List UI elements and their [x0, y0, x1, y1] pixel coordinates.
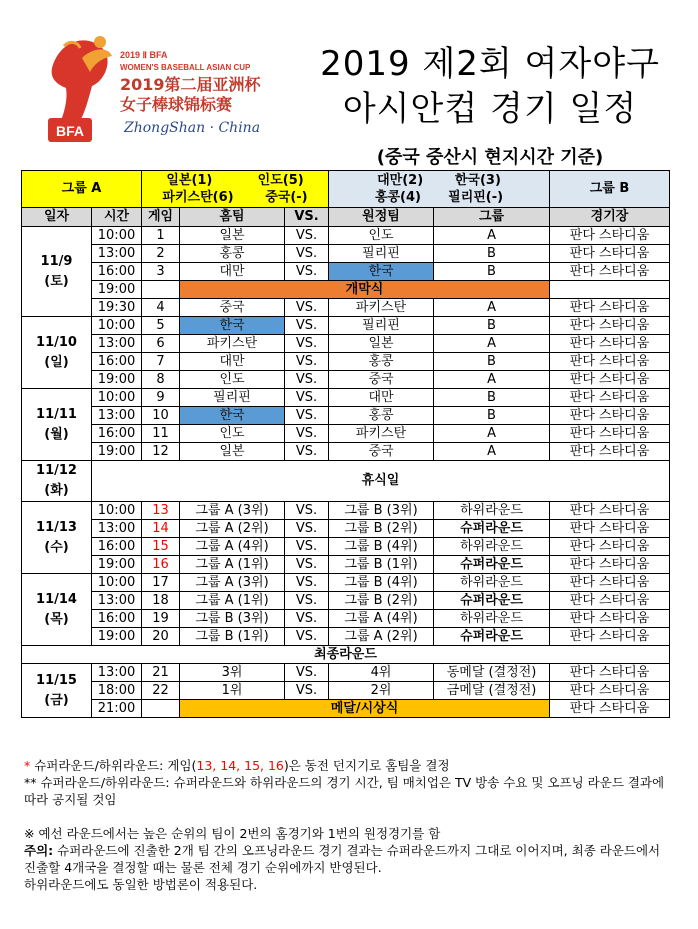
- time-cell: 19:00: [92, 443, 142, 461]
- venue-cell: 판다 스타디움: [550, 353, 670, 371]
- table-row: [22, 502, 670, 520]
- title-line-2: 아시안컵 경기 일정: [342, 89, 638, 129]
- table-row: [22, 425, 670, 443]
- group-cell: 하위라운드: [434, 574, 550, 592]
- vs-cell: VS.: [285, 317, 329, 335]
- vs-cell: VS.: [285, 556, 329, 574]
- home-team-cell: 파키스탄: [180, 335, 285, 353]
- time-cell: 16:00: [92, 353, 142, 371]
- time-cell: 19:00: [92, 281, 142, 299]
- table-row: [22, 389, 670, 407]
- note-caution-label: 주의:: [24, 843, 54, 858]
- group-cell: A: [434, 335, 550, 353]
- time-cell: 13:00: [92, 245, 142, 263]
- away-team-cell: 홍콩: [329, 407, 434, 425]
- vs-cell: VS.: [285, 371, 329, 389]
- venue-cell: 판다 스타디움: [550, 317, 670, 335]
- date-cell: 11/15 (금): [22, 664, 92, 718]
- home-team-cell: 그룹 A (2위): [180, 520, 285, 538]
- venue-cell: 판다 스타디움: [550, 299, 670, 317]
- group-cell: 동메달 (결정전): [434, 664, 550, 682]
- home-team-cell: 1위: [180, 682, 285, 700]
- vs-cell: VS.: [285, 389, 329, 407]
- game-cell: 9: [142, 389, 180, 407]
- group-cell: B: [434, 353, 550, 371]
- vs-cell: VS.: [285, 227, 329, 245]
- date-cell: 11/9 (토): [22, 227, 92, 317]
- venue-cell: 판다 스타디움: [550, 538, 670, 556]
- game-cell: 20: [142, 628, 180, 646]
- away-team-cell: 한국: [329, 263, 434, 281]
- away-team-cell: 대만: [329, 389, 434, 407]
- title-line-1: 2019 제2회 여자야구: [320, 44, 660, 84]
- event-cell: 메달/시상식: [180, 700, 550, 718]
- venue-cell: 판다 스타디움: [550, 245, 670, 263]
- group-cell: 슈퍼라운드: [434, 520, 550, 538]
- column-header: 홈팀: [180, 208, 285, 227]
- away-team-cell: 그룹 B (2위): [329, 520, 434, 538]
- away-team-cell: 그룹 B (1위): [329, 556, 434, 574]
- group-cell: A: [434, 371, 550, 389]
- home-team-cell: 인도: [180, 425, 285, 443]
- game-cell: 8: [142, 371, 180, 389]
- game-cell: 11: [142, 425, 180, 443]
- home-team-cell: 그룹 A (3위): [180, 502, 285, 520]
- date-cell: 11/11 (월): [22, 389, 92, 461]
- time-cell: 13:00: [92, 520, 142, 538]
- table-row: [22, 299, 670, 317]
- table-row: [22, 592, 670, 610]
- away-team-cell: 필리핀: [329, 317, 434, 335]
- away-team-cell: 그룹 B (4위): [329, 538, 434, 556]
- note-caution-text: 슈퍼라운드에 진출한 2개 팀 간의 오프닝라운드 경기 결과는 슈퍼라운드까지 그대로 이어지며, 최종 라운드에서 진출할 4개국을 결정할 때는 물론 전체 경기 순위에까지 반영된다.: [24, 843, 661, 875]
- venue-cell: 판다 스타디움: [550, 502, 670, 520]
- group-cell: 하위라운드: [434, 502, 550, 520]
- group-cell: B: [434, 407, 550, 425]
- vs-cell: VS.: [285, 628, 329, 646]
- group-a-teams: [142, 171, 329, 208]
- venue-cell: 판다 스타디움: [550, 407, 670, 425]
- time-cell: 13:00: [92, 407, 142, 425]
- venue-cell: 판다 스타디움: [550, 443, 670, 461]
- home-team-cell: 홍콩: [180, 245, 285, 263]
- away-team-cell: 파키스탄: [329, 299, 434, 317]
- game-cell: 19: [142, 610, 180, 628]
- home-team-cell: 일본: [180, 443, 285, 461]
- schedule-table: [21, 170, 670, 718]
- logo-line-5: ZhongShan · China: [124, 120, 261, 136]
- table-row: [22, 700, 670, 718]
- away-team-cell: 필리핀: [329, 245, 434, 263]
- away-team-cell: 그룹 B (2위): [329, 592, 434, 610]
- note-1-text-a: 슈퍼라운드/하위라운드: 게임(: [30, 758, 197, 773]
- group-cell: 금메달 (결정전): [434, 682, 550, 700]
- home-team-cell: 대만: [180, 353, 285, 371]
- home-team-cell: 일본: [180, 227, 285, 245]
- vs-cell: VS.: [285, 407, 329, 425]
- away-team-cell: 그룹 B (3위): [329, 502, 434, 520]
- away-team-cell: 그룹 B (4위): [329, 574, 434, 592]
- game-cell: 7: [142, 353, 180, 371]
- page-title: [310, 42, 670, 132]
- note-star: *: [24, 758, 31, 773]
- table-row: [22, 281, 670, 299]
- time-cell: 21:00: [92, 700, 142, 718]
- home-team-cell: 3위: [180, 664, 285, 682]
- time-cell: 13:00: [92, 592, 142, 610]
- game-cell: 6: [142, 335, 180, 353]
- group-cell: 슈퍼라운드: [434, 628, 550, 646]
- group-cell: B: [434, 245, 550, 263]
- time-cell: 19:00: [92, 556, 142, 574]
- venue-cell: 판다 스타디움: [550, 700, 670, 718]
- vs-cell: VS.: [285, 443, 329, 461]
- home-team-cell: 그룹 B (3위): [180, 610, 285, 628]
- venue-cell: [550, 281, 670, 299]
- game-cell: [142, 700, 180, 718]
- game-cell: [142, 281, 180, 299]
- venue-cell: 판다 스타디움: [550, 592, 670, 610]
- table-row: [22, 245, 670, 263]
- game-cell: 1: [142, 227, 180, 245]
- venue-cell: 판다 스타디움: [550, 610, 670, 628]
- game-cell: 5: [142, 317, 180, 335]
- venue-cell: 판다 스타디움: [550, 389, 670, 407]
- game-cell: 17: [142, 574, 180, 592]
- home-team-cell: 중국: [180, 299, 285, 317]
- column-header: 일자: [22, 208, 92, 227]
- table-row: [22, 335, 670, 353]
- time-cell: 10:00: [92, 317, 142, 335]
- column-header-row: [22, 208, 670, 227]
- away-team-cell: 일본: [329, 335, 434, 353]
- column-header: 그룹: [434, 208, 550, 227]
- time-cell: 18:00: [92, 682, 142, 700]
- table-row: [22, 227, 670, 245]
- venue-cell: 판다 스타디움: [550, 425, 670, 443]
- away-team-cell: 인도: [329, 227, 434, 245]
- game-cell: 15: [142, 538, 180, 556]
- venue-cell: 판다 스타디움: [550, 574, 670, 592]
- venue-cell: 판다 스타디움: [550, 628, 670, 646]
- venue-cell: 판다 스타디움: [550, 682, 670, 700]
- group-b-teams-row2: 홍콩(4) 필리핀(-): [374, 190, 504, 205]
- away-team-cell: 그룹 A (2위): [329, 628, 434, 646]
- game-cell: 3: [142, 263, 180, 281]
- group-b-label: 그룹 B: [550, 171, 670, 208]
- group-cell: 하위라운드: [434, 610, 550, 628]
- table-row: [22, 443, 670, 461]
- vs-cell: VS.: [285, 263, 329, 281]
- time-cell: 19:00: [92, 371, 142, 389]
- column-header: 원정팀: [329, 208, 434, 227]
- table-row: [22, 371, 670, 389]
- away-team-cell: 4위: [329, 664, 434, 682]
- game-cell: 4: [142, 299, 180, 317]
- group-cell: 슈퍼라운드: [434, 556, 550, 574]
- section-label: 최종라운드: [22, 646, 670, 664]
- bfa-event-logo: [42, 28, 302, 148]
- venue-cell: 판다 스타디움: [550, 335, 670, 353]
- note-1-games: 13, 14, 15, 16: [196, 758, 284, 773]
- game-cell: 2: [142, 245, 180, 263]
- table-row: [22, 664, 670, 682]
- time-cell: 16:00: [92, 538, 142, 556]
- table-row: [22, 520, 670, 538]
- logo-line-1: 2019 Ⅱ BFA: [120, 50, 168, 60]
- column-header: 게임: [142, 208, 180, 227]
- note-lower-round: 하위라운드에도 동일한 방법론이 적용된다.: [24, 877, 258, 892]
- away-team-cell: 그룹 A (4위): [329, 610, 434, 628]
- venue-cell: 판다 스타디움: [550, 263, 670, 281]
- vs-cell: VS.: [285, 425, 329, 443]
- time-cell: 10:00: [92, 502, 142, 520]
- table-row: [22, 353, 670, 371]
- time-cell: 10:00: [92, 227, 142, 245]
- group-cell: A: [434, 227, 550, 245]
- venue-cell: 판다 스타디움: [550, 520, 670, 538]
- rest-day-row: [22, 461, 670, 502]
- time-cell: 19:00: [92, 628, 142, 646]
- date-cell: 11/14 (목): [22, 574, 92, 646]
- vs-cell: VS.: [285, 299, 329, 317]
- date-cell: 11/13 (수): [22, 502, 92, 574]
- away-team-cell: 파키스탄: [329, 425, 434, 443]
- group-cell: A: [434, 425, 550, 443]
- home-team-cell: 필리핀: [180, 389, 285, 407]
- group-b-teams-row1: 대만(2) 한국(3): [377, 173, 501, 188]
- table-row: [22, 574, 670, 592]
- page-subtitle: (중국 중산시 현지시간 기준): [376, 147, 604, 168]
- group-a-teams-row1: 일본(1) 인도(5): [166, 173, 304, 188]
- time-cell: 19:30: [92, 299, 142, 317]
- group-b-teams: [329, 171, 550, 208]
- table-row: [22, 407, 670, 425]
- vs-cell: VS.: [285, 682, 329, 700]
- venue-cell: 판다 스타디움: [550, 556, 670, 574]
- vs-cell: VS.: [285, 353, 329, 371]
- time-cell: 13:00: [92, 335, 142, 353]
- group-cell: B: [434, 317, 550, 335]
- home-team-cell: 한국: [180, 317, 285, 335]
- game-cell: 21: [142, 664, 180, 682]
- time-cell: 16:00: [92, 610, 142, 628]
- game-cell: 10: [142, 407, 180, 425]
- away-team-cell: 중국: [329, 443, 434, 461]
- table-row: [22, 556, 670, 574]
- table-row: [22, 538, 670, 556]
- logo-badge-text: BFA: [56, 123, 84, 139]
- away-team-cell: 홍콩: [329, 353, 434, 371]
- venue-cell: 판다 스타디움: [550, 664, 670, 682]
- date-cell: 11/12 (화): [22, 461, 92, 502]
- note-caution: [24, 842, 674, 876]
- table-row: [22, 263, 670, 281]
- group-a-teams-row2: 파키스탄(6) 중국(-): [162, 190, 308, 205]
- time-cell: 10:00: [92, 389, 142, 407]
- time-cell: 13:00: [92, 664, 142, 682]
- group-cell: 슈퍼라운드: [434, 592, 550, 610]
- group-a-label: 그룹 A: [22, 171, 142, 208]
- logo-line-3: 2019第二届亚洲杯: [120, 75, 261, 94]
- group-cell: B: [434, 389, 550, 407]
- game-cell: 14: [142, 520, 180, 538]
- section-row: [22, 646, 670, 664]
- note-coin-toss: [24, 757, 674, 774]
- group-cell: A: [434, 443, 550, 461]
- vs-cell: VS.: [285, 245, 329, 263]
- table-row: [22, 610, 670, 628]
- group-header-row: [22, 171, 670, 208]
- home-team-cell: 인도: [180, 371, 285, 389]
- time-cell: 16:00: [92, 425, 142, 443]
- vs-cell: VS.: [285, 502, 329, 520]
- vs-cell: VS.: [285, 335, 329, 353]
- table-row: [22, 682, 670, 700]
- game-cell: 16: [142, 556, 180, 574]
- table-row: [22, 628, 670, 646]
- rest-day-label: 휴식일: [92, 461, 670, 502]
- game-cell: 22: [142, 682, 180, 700]
- away-team-cell: 중국: [329, 371, 434, 389]
- group-cell: B: [434, 263, 550, 281]
- vs-cell: VS.: [285, 538, 329, 556]
- note-preliminary: ※ 예선 라운드에서는 높은 순위의 팀이 2번의 홈경기와 1번의 원정경기를 함: [24, 826, 441, 841]
- home-team-cell: 그룹 A (1위): [180, 592, 285, 610]
- game-cell: 18: [142, 592, 180, 610]
- vs-cell: VS.: [285, 592, 329, 610]
- logo-line-2: WOMEN'S BASEBALL ASIAN CUP: [120, 63, 251, 72]
- logo-line-4: 女子棒球锦标赛: [120, 95, 233, 114]
- vs-cell: VS.: [285, 574, 329, 592]
- column-header: 시간: [92, 208, 142, 227]
- notes-section: [24, 757, 674, 893]
- note-super-round: ** 슈퍼라운드/하위라운드: 슈퍼라운드와 하위라운드의 경기 시간, 팀 매치업은 TV 방송 수요 및 오프닝 라운드 결과에 따라 공지될 것임: [24, 775, 665, 807]
- column-header: VS.: [285, 208, 329, 227]
- vs-cell: VS.: [285, 664, 329, 682]
- time-cell: 10:00: [92, 574, 142, 592]
- home-team-cell: 그룹 A (1위): [180, 556, 285, 574]
- group-cell: 하위라운드: [434, 538, 550, 556]
- home-team-cell: 한국: [180, 407, 285, 425]
- time-cell: 16:00: [92, 263, 142, 281]
- home-team-cell: 그룹 A (3위): [180, 574, 285, 592]
- away-team-cell: 2위: [329, 682, 434, 700]
- game-cell: 13: [142, 502, 180, 520]
- vs-cell: VS.: [285, 520, 329, 538]
- venue-cell: 판다 스타디움: [550, 371, 670, 389]
- game-cell: 12: [142, 443, 180, 461]
- venue-cell: 판다 스타디움: [550, 227, 670, 245]
- date-cell: 11/10 (일): [22, 317, 92, 389]
- column-header: 경기장: [550, 208, 670, 227]
- event-cell: 개막식: [180, 281, 550, 299]
- note-1-text-b: )은 동전 던지기로 홈팀을 결정: [283, 758, 450, 773]
- vs-cell: VS.: [285, 610, 329, 628]
- home-team-cell: 그룹 B (1위): [180, 628, 285, 646]
- home-team-cell: 그룹 A (4위): [180, 538, 285, 556]
- group-cell: A: [434, 299, 550, 317]
- home-team-cell: 대만: [180, 263, 285, 281]
- table-row: [22, 317, 670, 335]
